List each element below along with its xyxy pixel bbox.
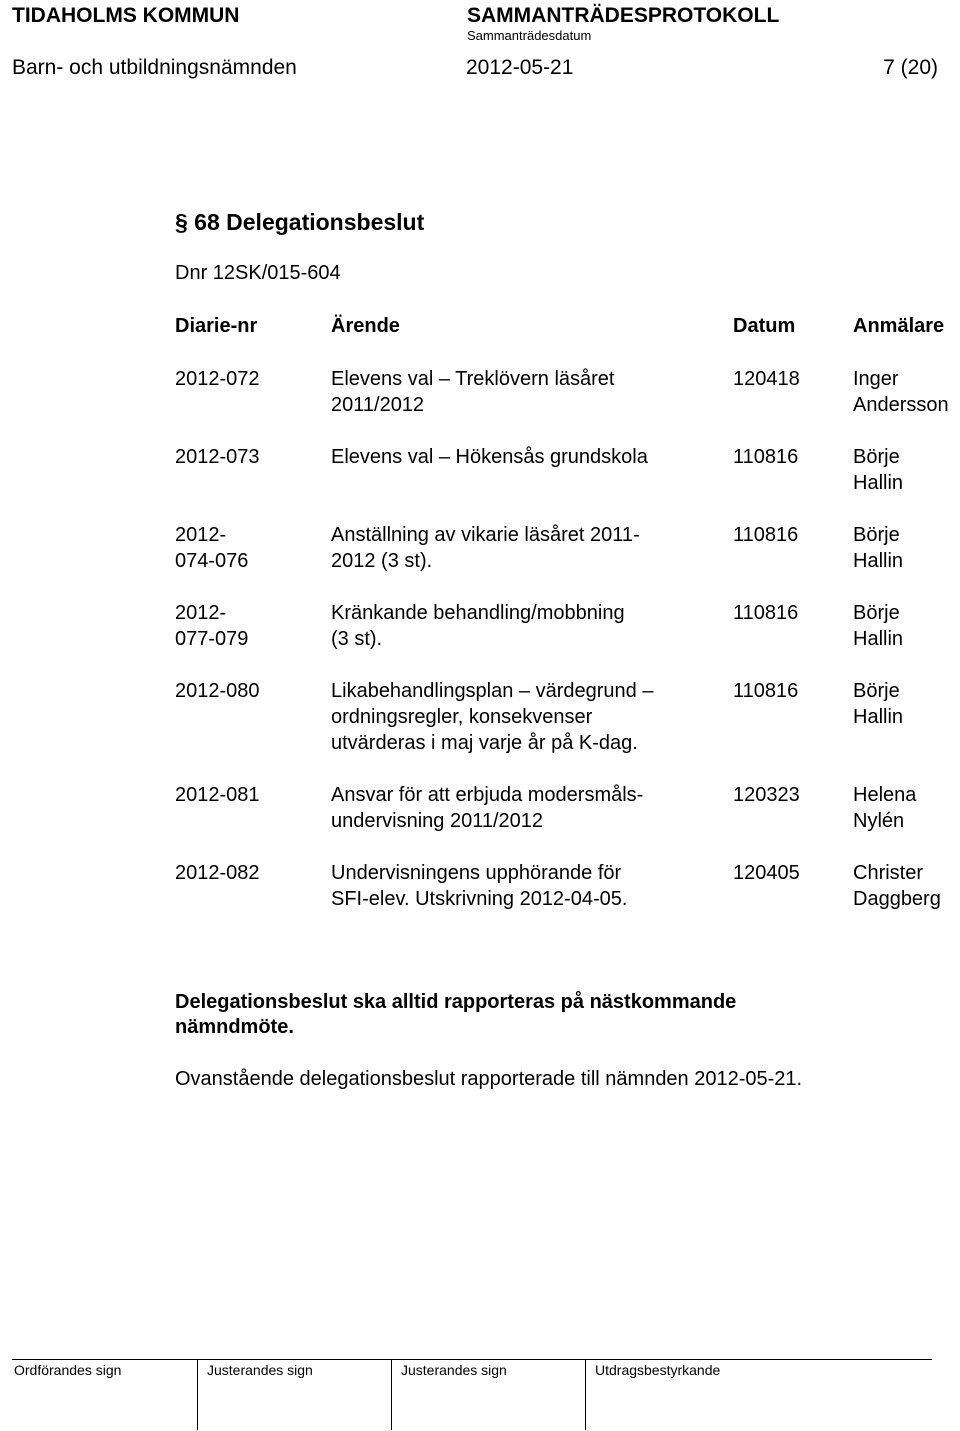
cell-anmalare: Börje Hallin [853,680,904,728]
cell-datum: 110816 [733,680,799,702]
cell-datum: 120405 [733,862,800,884]
adjuster-sign-label: Justerandes sign [207,1362,313,1378]
cell-anmalare: Christer Daggberg [853,862,941,910]
chairman-sign-label: Ordförandes sign [14,1362,122,1378]
document-type: SAMMANTRÄDESPROTOKOLL [467,4,780,27]
reported-note: Ovanstående delegationsbeslut rapporterade till nämnden 2012-05-21. [175,1068,803,1090]
header-anmalare: Anmälare [853,315,945,337]
cell-diarienr: 2012-080 [175,680,260,702]
cell-arende: Undervisningens upphörande för SFI-elev. Utskrivning 2012-04-05. [331,862,628,910]
footer-divider [12,1359,932,1360]
dnr-reference: Dnr 12SK/015-604 [175,262,341,284]
cell-arende: Elevens val – Treklövern läsåret 2011/2012 [331,368,615,416]
organization-name: TIDAHOLMS KOMMUN [12,4,240,27]
cell-anmalare: Inger Andersson [853,368,949,416]
cell-diarienr: 2012- 074-076 [175,524,249,572]
footer-separator [585,1360,586,1430]
cell-arende: Ansvar för att erbjuda modersmåls- undervisning 2011/2012 [331,784,644,832]
delegation-note: Delegationsbeslut ska alltid rapporteras på nästkommande nämndmöte. [175,991,737,1038]
cell-arende: Kränkande behandling/mobbning (3 st). [331,602,625,650]
cell-arende: Likabehandlingsplan – värdegrund – ordningsregler, konsekvenser utvärderas i maj varje år på K-dag. [331,680,654,754]
cell-anmalare: Helena Nylén [853,784,917,832]
cell-diarienr: 2012-082 [175,862,260,884]
adjuster-sign-label: Justerandes sign [401,1362,507,1378]
cell-anmalare: Börje Hallin [853,524,904,572]
date-label: Sammanträdesdatum [467,28,592,43]
cell-arende: Anställning av vikarie läsåret 2011- 2012 (3 st). [331,524,640,572]
header-datum: Datum [733,315,796,337]
cell-datum: 120418 [733,368,800,390]
cell-arende: Elevens val – Hökensås grundskola [331,446,648,468]
section-title: § 68 Delegationsbeslut [175,209,425,235]
footer-separator [391,1360,392,1430]
cell-anmalare: Börje Hallin [853,602,904,650]
cell-diarienr: 2012-073 [175,446,260,468]
cell-diarienr: 2012- 077-079 [175,602,249,650]
footer-separator [197,1360,198,1430]
cell-datum: 120323 [733,784,800,806]
meeting-date: 2012-05-21 [466,56,574,79]
cell-diarienr: 2012-081 [175,784,260,806]
extract-certifier-label: Utdragsbestyrkande [595,1362,721,1378]
cell-datum: 110816 [733,524,799,546]
page-number: 7 (20) [883,56,938,79]
committee-name: Barn- och utbildningsnämnden [12,56,297,79]
header-diarienr: Diarie-nr [175,315,258,337]
cell-datum: 110816 [733,446,799,468]
cell-anmalare: Börje Hallin [853,446,904,494]
cell-datum: 110816 [733,602,799,624]
header-arende: Ärende [331,315,400,337]
cell-diarienr: 2012-072 [175,368,260,390]
